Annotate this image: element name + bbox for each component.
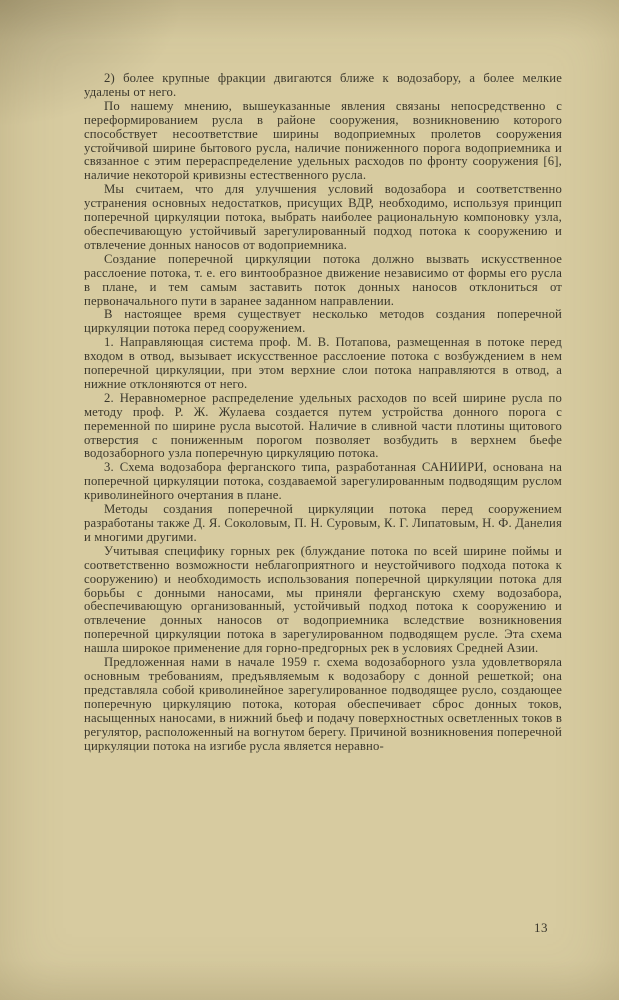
text-body [84, 72, 562, 753]
paragraph: 3. Схема водозабора ферганского типа, разработанная САНИИРИ, основана на поперечной циркуляции потока, создаваемой зарегулированным подводящим руслом криволинейного очертания в плане. [84, 460, 562, 503]
paragraph: Создание поперечной циркуляции потока должно вызвать искусственное расслоение потока, т. е. его винтообразное движение независимо от формы его русла в плане, и тем самым заставить поток донных наносов отклониться от первоначального пути в заранее заданном направлении. [84, 251, 562, 308]
paragraph: По нашему мнению, вышеуказанные явления связаны непосредственно с переформированием русла в районе сооружения, возникновению которого способствует несоответствие ширины водоприемных пролетов сооружения устойчивой ширине бытового русла, наличие пониженного порога водоприемника и связанное с этим перераспределение удельных расходов по фронту сооружения [6], наличие некоторой кривизны естественного русла. [84, 98, 562, 183]
paragraph: Учитывая специфику горных рек (блуждание потока по всей ширине поймы и соответственно возможности неблагоприятного и неустойчивого подхода потока к сооружению) и необходимость использования поперечной циркуляции потока для борьбы с донными наносами, мы приняли ферганскую схему водозабора, обеспечивающую организованный, устойчивый подход потока к сооружению и отвлечение донных наносов от водоприемника вследствие возникновения поперечной циркуляции потока в зарегулированном подводящем русле. Эта схема нашла широкое применение для горно-предгорных рек в условиях Средней Азии. [84, 543, 562, 656]
paragraph: Мы считаем, что для улучшения условий водозабора и соответственно устранения основных недостатков, присущих ВДР, необходимо, используя принцип поперечной циркуляции потока, выбрать наиболее рациональную компоновку узла, обеспечивающую устойчивый зарегулированный подход потока к сооружению и отвлечение донных наносов от водоприемника. [84, 182, 562, 252]
paragraph: 2. Неравномерное распределение удельных расходов по всей ширине русла по методу проф. Р. Ж. Жулаева создается путем устройства донного порога с переменной по ширине русла высотой. Наличие в сливной части плотины щитового отверстия с пониженным порогом позволяет возбудить в верхнем бьефе водозаборного узла поперечную циркуляцию потока. [84, 390, 562, 461]
paragraph: Методы создания поперечной циркуляции потока перед сооружением разработаны также Д. Я. Соколовым, П. Н. Суровым, К. Г. Липатовым, Н. Ф. Данелия и многими другими. [84, 502, 562, 544]
paragraph: В настоящее время существует несколько методов создания поперечной циркуляции потока перед сооружением. [84, 307, 562, 336]
paragraph: 1. Направляющая система проф. М. В. Потапова, размещенная в потоке перед входом в отвод, вызывает искусственное расслоение потока с возбуждением в нем поперечной циркуляции, при этом верхние слои потока направляются в отвод, а нижние отклоняются от него. [84, 335, 562, 391]
paragraph: 2) более крупные фракции двигаются ближе к водозабору, а более мелкие удалены от него. [84, 71, 562, 99]
paragraph: Предложенная нами в начале 1959 г. схема водозаборного узла удовлетворяла основным требованиям, предъявляемым к водозабору с донной решеткой; она представляла собой криволинейное зарегулированное подводящее русло, создающее поперечную циркуляцию потока, которая обеспечивает сброс донных токов, насыщенных наносами, в нижний бьеф и подачу поверхностных осветленных токов в регулятор, расположенный на вогнутом берегу. Причиной возникновения поперечной циркуляции потока на изгибе русла является неравно- [84, 655, 562, 753]
page-number: 13 [534, 920, 548, 935]
